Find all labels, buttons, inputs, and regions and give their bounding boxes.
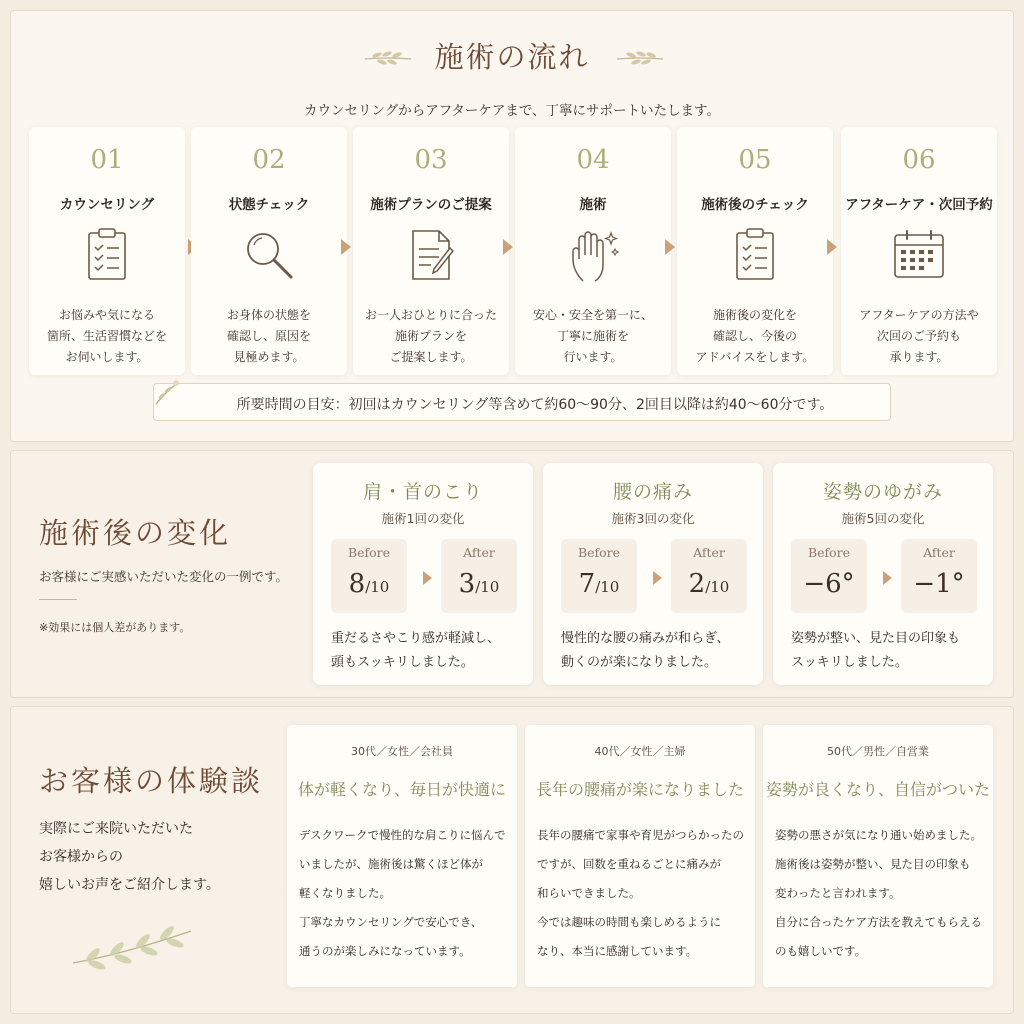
testimonial-meta: 40代／女性／主婦 xyxy=(594,745,686,758)
step-number: 01 xyxy=(90,145,124,175)
flow-step-5 xyxy=(677,127,833,375)
before-label: Before xyxy=(577,545,621,560)
flower-sprig-icon xyxy=(148,374,184,410)
step-description: アフターケアの方法や 次回のご予約も 承ります。 xyxy=(859,308,979,364)
flow-subtitle: カウンセリングからアフターケアまで、丁寧にサポートいたします。 xyxy=(304,103,720,119)
before-label: Before xyxy=(347,545,391,560)
step-number: 02 xyxy=(252,145,286,175)
step-title: 施術 xyxy=(579,197,607,213)
flow-step-2 xyxy=(191,127,347,375)
change-description: 重だるさやこり感が軽減し、 頭もスッキリしました。 xyxy=(331,631,501,670)
divider xyxy=(39,599,77,600)
flow-step-1 xyxy=(29,127,185,375)
step-description: 安心・安全を第一に、 丁寧に施術を 行います。 xyxy=(532,308,653,364)
step-title: 施術後のチェック xyxy=(701,197,809,213)
testimonial-title: 姿勢が良くなり、自信がついた xyxy=(765,780,990,799)
clipboard-checklist-icon xyxy=(77,225,137,285)
testimonial-body: 姿勢の悪さが気になり通い始めました。 施術後は姿勢が整い、見た目の印象も 変わったと言われます。 自分に合ったケア方法を教えてもらえる のも嬉しいです。 xyxy=(775,828,982,958)
change-title: 腰の痛み xyxy=(612,481,693,503)
chevron-right-icon xyxy=(665,239,675,255)
testimonials-section xyxy=(10,706,1014,1014)
step-number: 03 xyxy=(414,145,448,175)
flow-step-6 xyxy=(841,127,997,375)
step-title: 状態チェック xyxy=(228,197,310,213)
step-description: お一人おひとりに合った 施術プランを ご提案します。 xyxy=(364,308,497,364)
testimonial-card-1 xyxy=(287,725,517,987)
before-value: −6° xyxy=(803,569,855,599)
change-title: 姿勢のゆがみ xyxy=(822,481,943,503)
chevron-right-icon xyxy=(883,571,892,585)
calendar-icon xyxy=(889,225,949,285)
leaf-branch-icon xyxy=(67,919,197,975)
testimonial-body: デスクワークで慢性的な肩こりに悩んで いましたが、施術後は驚くほど体が 軽くなりました。 丁寧なカウンセリングで安心でき、 通うのが楽しみになっています。 xyxy=(299,828,506,958)
before-label: Before xyxy=(807,545,851,560)
step-number: 06 xyxy=(902,145,936,175)
chevron-right-icon xyxy=(653,571,662,585)
change-title: 肩・首のこり xyxy=(362,481,483,503)
step-title: カウンセリング xyxy=(59,197,155,213)
before-value: 7/10 xyxy=(578,569,620,599)
change-card-2 xyxy=(543,463,763,685)
testimonials-description: 実際にご来院いただいた お客様からの 嬉しいお声をご紹介します。 xyxy=(39,821,220,893)
change-description: 姿勢が整い、見た目の印象も スッキリしました。 xyxy=(791,631,961,670)
chevron-right-icon xyxy=(503,239,513,255)
flow-steps xyxy=(29,127,997,375)
change-sessions: 施術1回の変化 xyxy=(381,511,465,526)
testimonial-title: 長年の腰痛が楽になりました xyxy=(535,780,744,799)
before-box xyxy=(561,539,637,613)
after-value: 3/10 xyxy=(458,569,500,599)
flow-step-4 xyxy=(515,127,671,375)
flow-step-3 xyxy=(353,127,509,375)
change-sessions: 施術5回の変化 xyxy=(841,511,925,526)
after-box xyxy=(441,539,517,613)
change-card-3 xyxy=(773,463,993,685)
testimonial-card-3 xyxy=(763,725,993,987)
after-box xyxy=(901,539,977,613)
hand-sparkle-icon xyxy=(563,225,623,285)
testimonial-card-2 xyxy=(525,725,755,987)
step-description: 施術後の変化を 確認し、今後の アドバイスをします。 xyxy=(695,308,815,364)
clipboard-checklist-icon xyxy=(725,225,785,285)
after-value: 2/10 xyxy=(688,569,730,599)
testimonial-meta: 30代／女性／会社員 xyxy=(351,745,453,758)
step-title: 施術プランのご提案 xyxy=(370,197,492,213)
testimonial-title: 体が軽くなり、毎日が快適に xyxy=(297,780,506,799)
testimonial-body: 長年の腰痛で家事や育児がつらかったの ですが、回数を重ねるごとに痛みが 和らいできました。 今では趣味の時間も楽しめるように なり、本当に感謝しています。 xyxy=(537,828,744,958)
change-card-1 xyxy=(313,463,533,685)
step-description: お悩みや気になる 箇所、生活習慣などを お伺いします。 xyxy=(46,308,167,364)
chevron-right-icon xyxy=(827,239,837,255)
changes-note: ※効果には個人差があります。 xyxy=(39,621,191,634)
step-description: お身体の状態を 確認し、原因を 見極めます。 xyxy=(226,308,311,364)
change-description: 慢性的な腰の痛みが和らぎ、 動くのが楽になりました。 xyxy=(561,631,730,670)
leaf-sprig-right-icon xyxy=(615,47,665,67)
before-box xyxy=(791,539,867,613)
after-box xyxy=(671,539,747,613)
after-value: −1° xyxy=(913,569,965,599)
time-estimate-text: 所要時間の目安：初回はカウンセリング等含めて約60〜90分、2回目以降は約40〜60分です。 xyxy=(236,397,834,413)
changes-section xyxy=(10,450,1014,698)
magnifier-icon xyxy=(239,225,299,285)
flow-title: 施術の流れ xyxy=(434,40,590,74)
testimonials-title: お客様の体験談 xyxy=(39,764,264,798)
after-label: After xyxy=(693,545,725,560)
change-sessions: 施術3回の変化 xyxy=(611,511,695,526)
after-label: After xyxy=(923,545,955,560)
changes-subtitle: お客様にご実感いただいた変化の一例です。 xyxy=(39,569,289,584)
chevron-right-icon xyxy=(341,239,351,255)
step-number: 05 xyxy=(738,145,772,175)
document-pen-icon xyxy=(401,225,461,285)
flow-section xyxy=(10,10,1014,442)
changes-title: 施術後の変化 xyxy=(39,516,232,550)
before-value: 8/10 xyxy=(348,569,390,599)
step-number: 04 xyxy=(576,145,610,175)
after-label: After xyxy=(463,545,495,560)
step-title: アフターケア・次回予約 xyxy=(845,197,993,213)
before-box xyxy=(331,539,407,613)
chevron-right-icon xyxy=(423,571,432,585)
time-estimate-box xyxy=(153,383,891,421)
testimonial-meta: 50代／男性／自営業 xyxy=(827,745,929,758)
